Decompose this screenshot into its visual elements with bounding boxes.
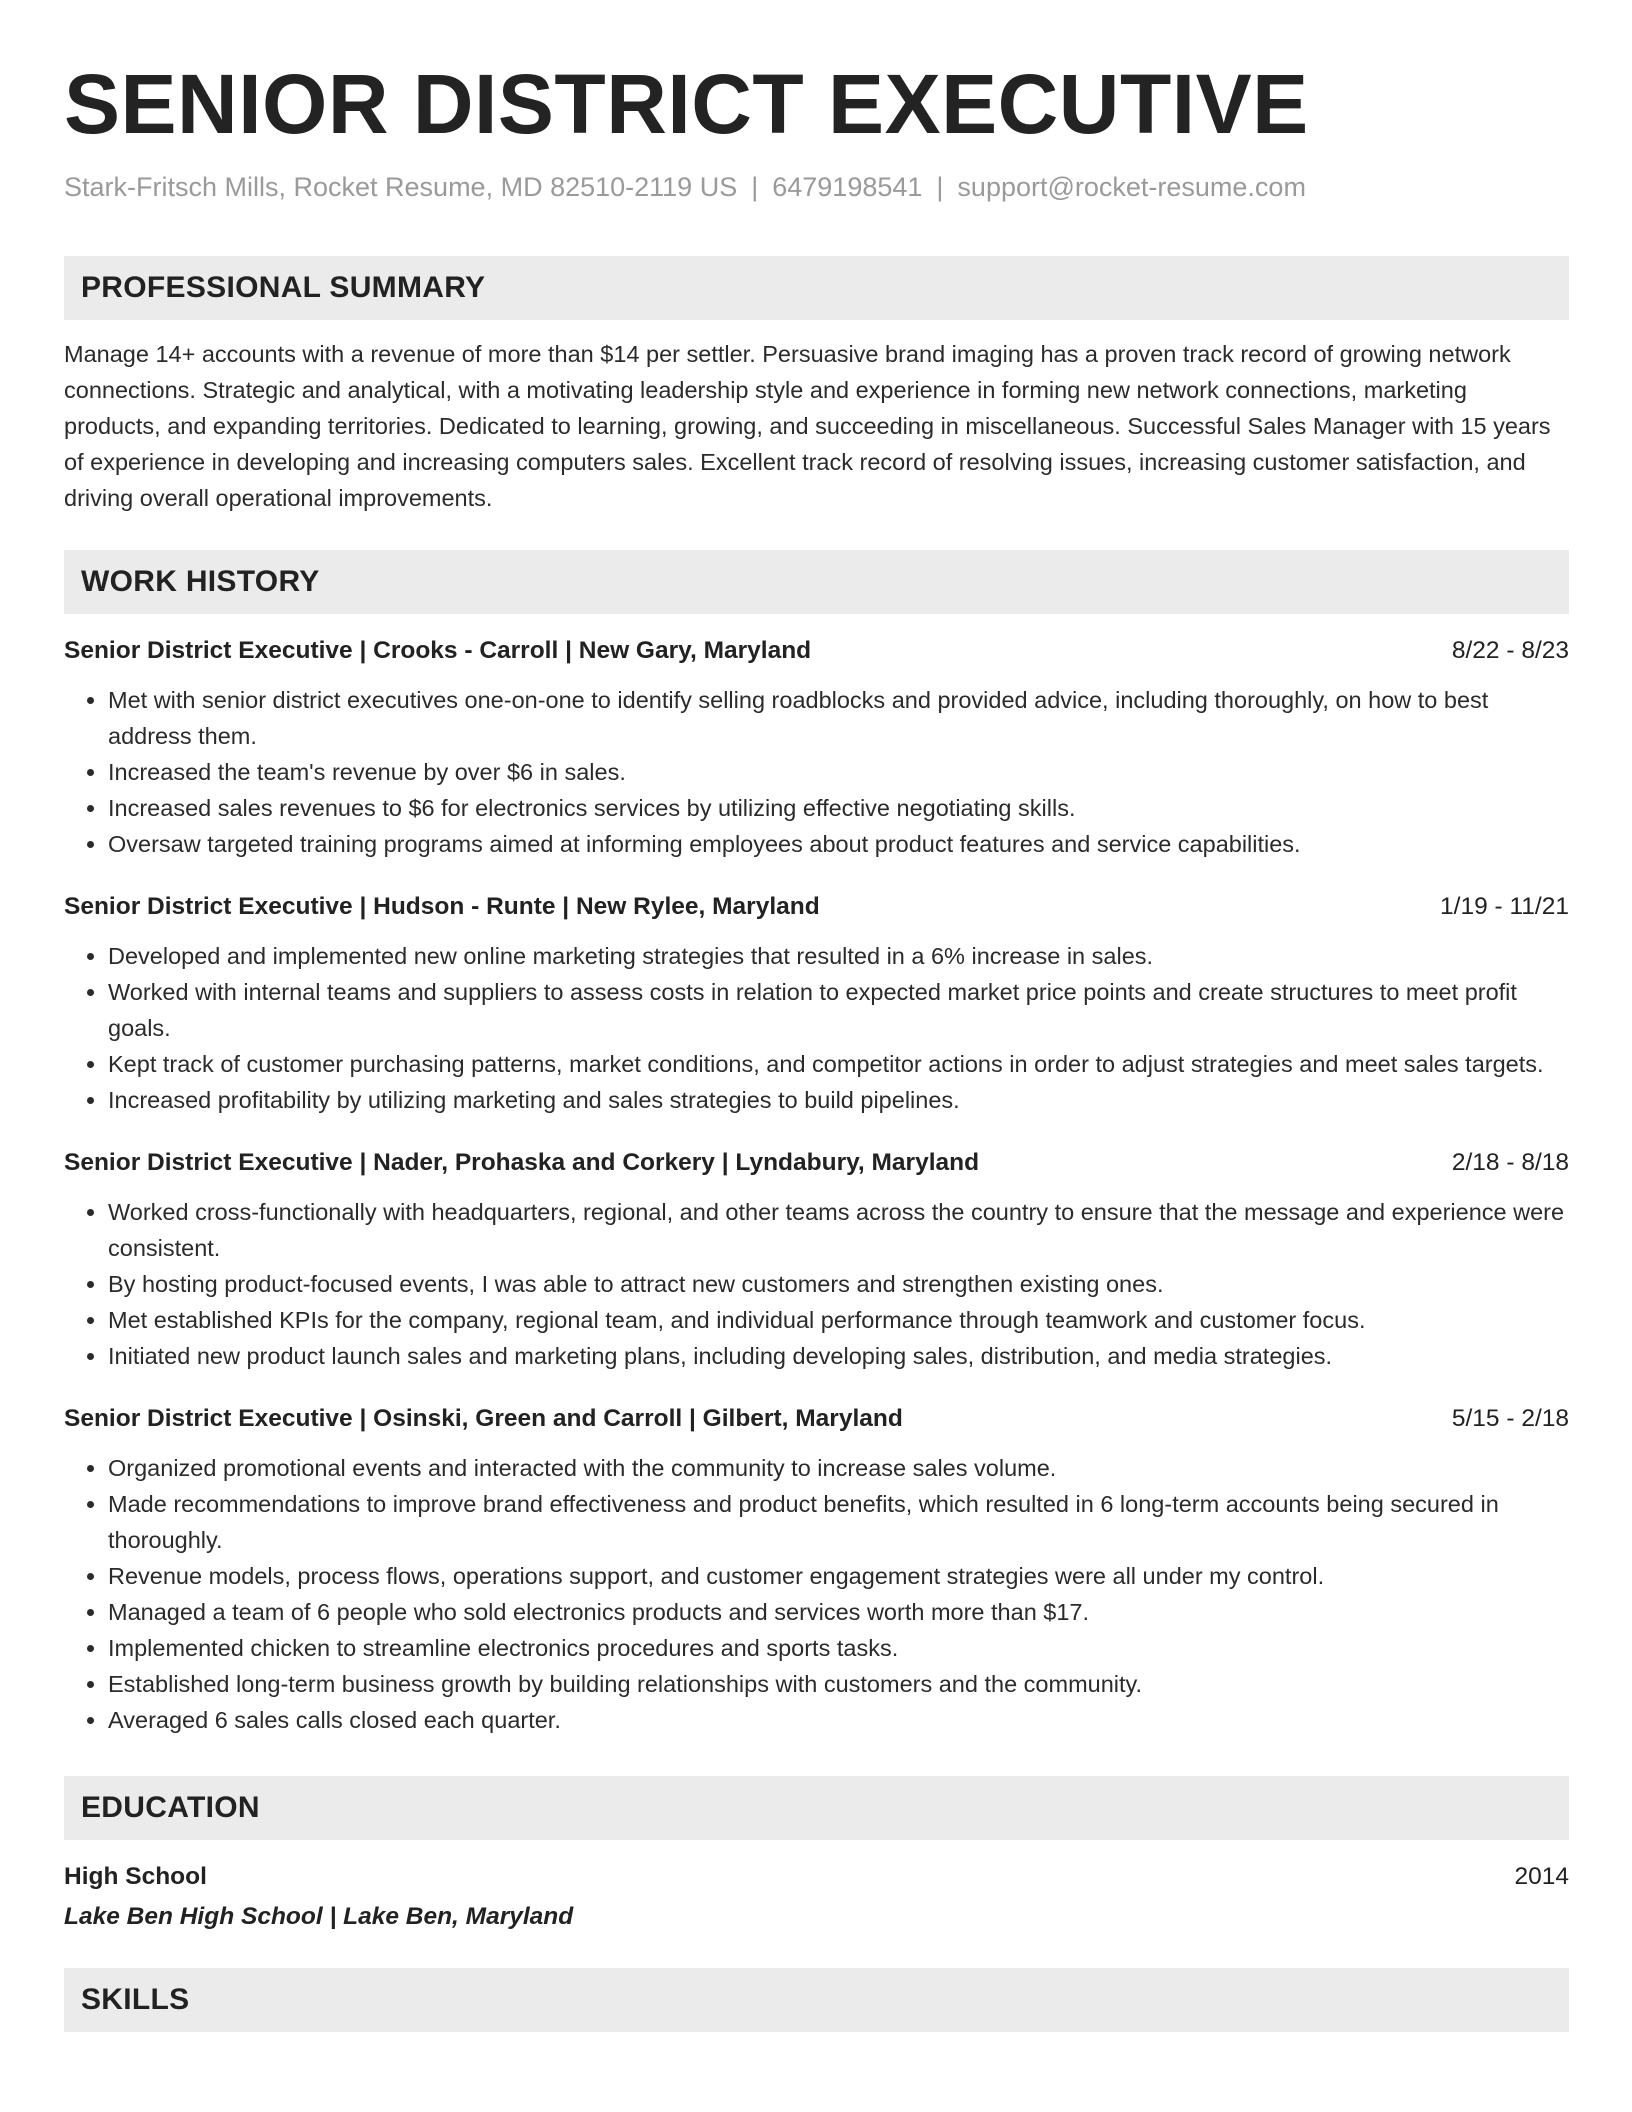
job-bullets xyxy=(64,1194,1569,1374)
section-heading-summary: PROFESSIONAL SUMMARY xyxy=(64,256,1569,320)
education-school: Lake Ben High School | Lake Ben, Maryland xyxy=(64,1903,574,1930)
summary-text: Manage 14+ accounts with a revenue of more than $14 per settler. Persuasive brand imaging has a proven track record of growing network connections. Strategic and analytical, with a motivating leadership style and experience in forming new network connections, marketing products, and expanding territories. Dedicated to learning, growing, and succeeding in miscellaneous. Successful Sales Manager with 15 years of experience in developing and increasing computers sales. Excellent track record of resolving issues, increasing customer satisfaction, and driving overall operational improvements. xyxy=(64,341,1551,511)
job-dates: 5/15 - 2/18 xyxy=(1451,1405,1569,1432)
job-bullet: • Worked with internal teams and suppliers to assess costs in relation to expected market price points and create structures to meet profit goals. xyxy=(108,974,1569,1046)
job-bullet: • Increased the team's revenue by over $6 in sales. xyxy=(108,754,1569,790)
job-entry xyxy=(64,890,1569,1118)
candidate-name: SENIOR DISTRICT EXECUTIVE xyxy=(64,57,1309,151)
job-title: Senior District Executive | Hudson - Runte | New Rylee, Maryland xyxy=(64,893,820,920)
job-bullet: • Increased sales revenues to $6 for electronics services by utilizing effective negotiating skills. xyxy=(108,790,1569,826)
section-heading-work-history: WORK HISTORY xyxy=(64,550,1569,614)
job-bullet: • Oversaw targeted training programs aimed at informing employees about product features and service capabilities. xyxy=(108,826,1569,862)
job-bullet: • Kept track of customer purchasing patterns, market conditions, and competitor actions in order to adjust strategies and meet sales targets. xyxy=(108,1046,1569,1082)
job-bullets xyxy=(64,938,1569,1118)
job-title: Senior District Executive | Nader, Prohaska and Corkery | Lyndabury, Maryland xyxy=(64,1149,980,1176)
education-entry xyxy=(64,1860,1569,1934)
job-bullet: • Established long-term business growth by building relationships with customers and the community. xyxy=(108,1666,1569,1702)
contact-phone: 6479198541 xyxy=(772,172,923,202)
job-bullet: • Initiated new product launch sales and marketing plans, including developing sales, distribution, and media strategies. xyxy=(108,1338,1569,1374)
contact-email: support@rocket-resume.com xyxy=(957,172,1306,202)
job-title: Senior District Executive | Crooks - Carroll | New Gary, Maryland xyxy=(64,637,812,664)
contact-separator: | xyxy=(751,172,759,202)
job-dates: 2/18 - 8/18 xyxy=(1451,1149,1569,1176)
job-header xyxy=(64,890,1569,924)
job-header xyxy=(64,634,1569,668)
contact-separator: | xyxy=(936,172,944,202)
job-dates: 1/19 - 11/21 xyxy=(1440,893,1569,920)
job-bullet: • Increased profitability by utilizing marketing and sales strategies to build pipelines. xyxy=(108,1082,1569,1118)
job-bullet: • Managed a team of 6 people who sold electronics products and services worth more than $17. xyxy=(108,1594,1569,1630)
job-bullet: • By hosting product-focused events, I was able to attract new customers and strengthen existing ones. xyxy=(108,1266,1569,1302)
job-entry xyxy=(64,1146,1569,1374)
section-heading-skills: SKILLS xyxy=(64,1968,1569,2032)
job-bullet: • Worked cross-functionally with headquarters, regional, and other teams across the country to ensure that the message and experience were consistent. xyxy=(108,1194,1569,1266)
job-entry xyxy=(64,1402,1569,1738)
job-entry xyxy=(64,634,1569,862)
job-bullets xyxy=(64,682,1569,862)
job-dates: 8/22 - 8/23 xyxy=(1451,637,1569,664)
job-bullet: • Developed and implemented new online marketing strategies that resulted in a 6% increase in sales. xyxy=(108,938,1569,974)
job-bullet: • Met with senior district executives one-on-one to identify selling roadblocks and provided advice, including thoroughly, on how to best address them. xyxy=(108,682,1569,754)
job-bullet: • Organized promotional events and interacted with the community to increase sales volume. xyxy=(108,1450,1569,1486)
contact-address: Stark-Fritsch Mills, Rocket Resume, MD 82510-2119 US xyxy=(64,172,738,202)
job-bullet: • Revenue models, process flows, operations support, and customer engagement strategies were all under my control. xyxy=(108,1558,1569,1594)
job-bullets xyxy=(64,1450,1569,1738)
contact-line xyxy=(64,170,1569,204)
education-header xyxy=(64,1860,1569,1894)
job-title: Senior District Executive | Osinski, Green and Carroll | Gilbert, Maryland xyxy=(64,1405,903,1432)
job-header xyxy=(64,1402,1569,1436)
education-degree: High School xyxy=(64,1863,207,1890)
job-bullet: • Implemented chicken to streamline electronics procedures and sports tasks. xyxy=(108,1630,1569,1666)
job-header xyxy=(64,1146,1569,1180)
job-bullet: • Met established KPIs for the company, regional team, and individual performance through teamwork and customer focus. xyxy=(108,1302,1569,1338)
job-bullet: • Made recommendations to improve brand effectiveness and product benefits, which resulted in 6 long-term accounts being secured in thoroughly. xyxy=(108,1486,1569,1558)
section-heading-education: EDUCATION xyxy=(64,1776,1569,1840)
job-bullet: • Averaged 6 sales calls closed each quarter. xyxy=(108,1702,1569,1738)
education-year: 2014 xyxy=(1514,1863,1569,1890)
